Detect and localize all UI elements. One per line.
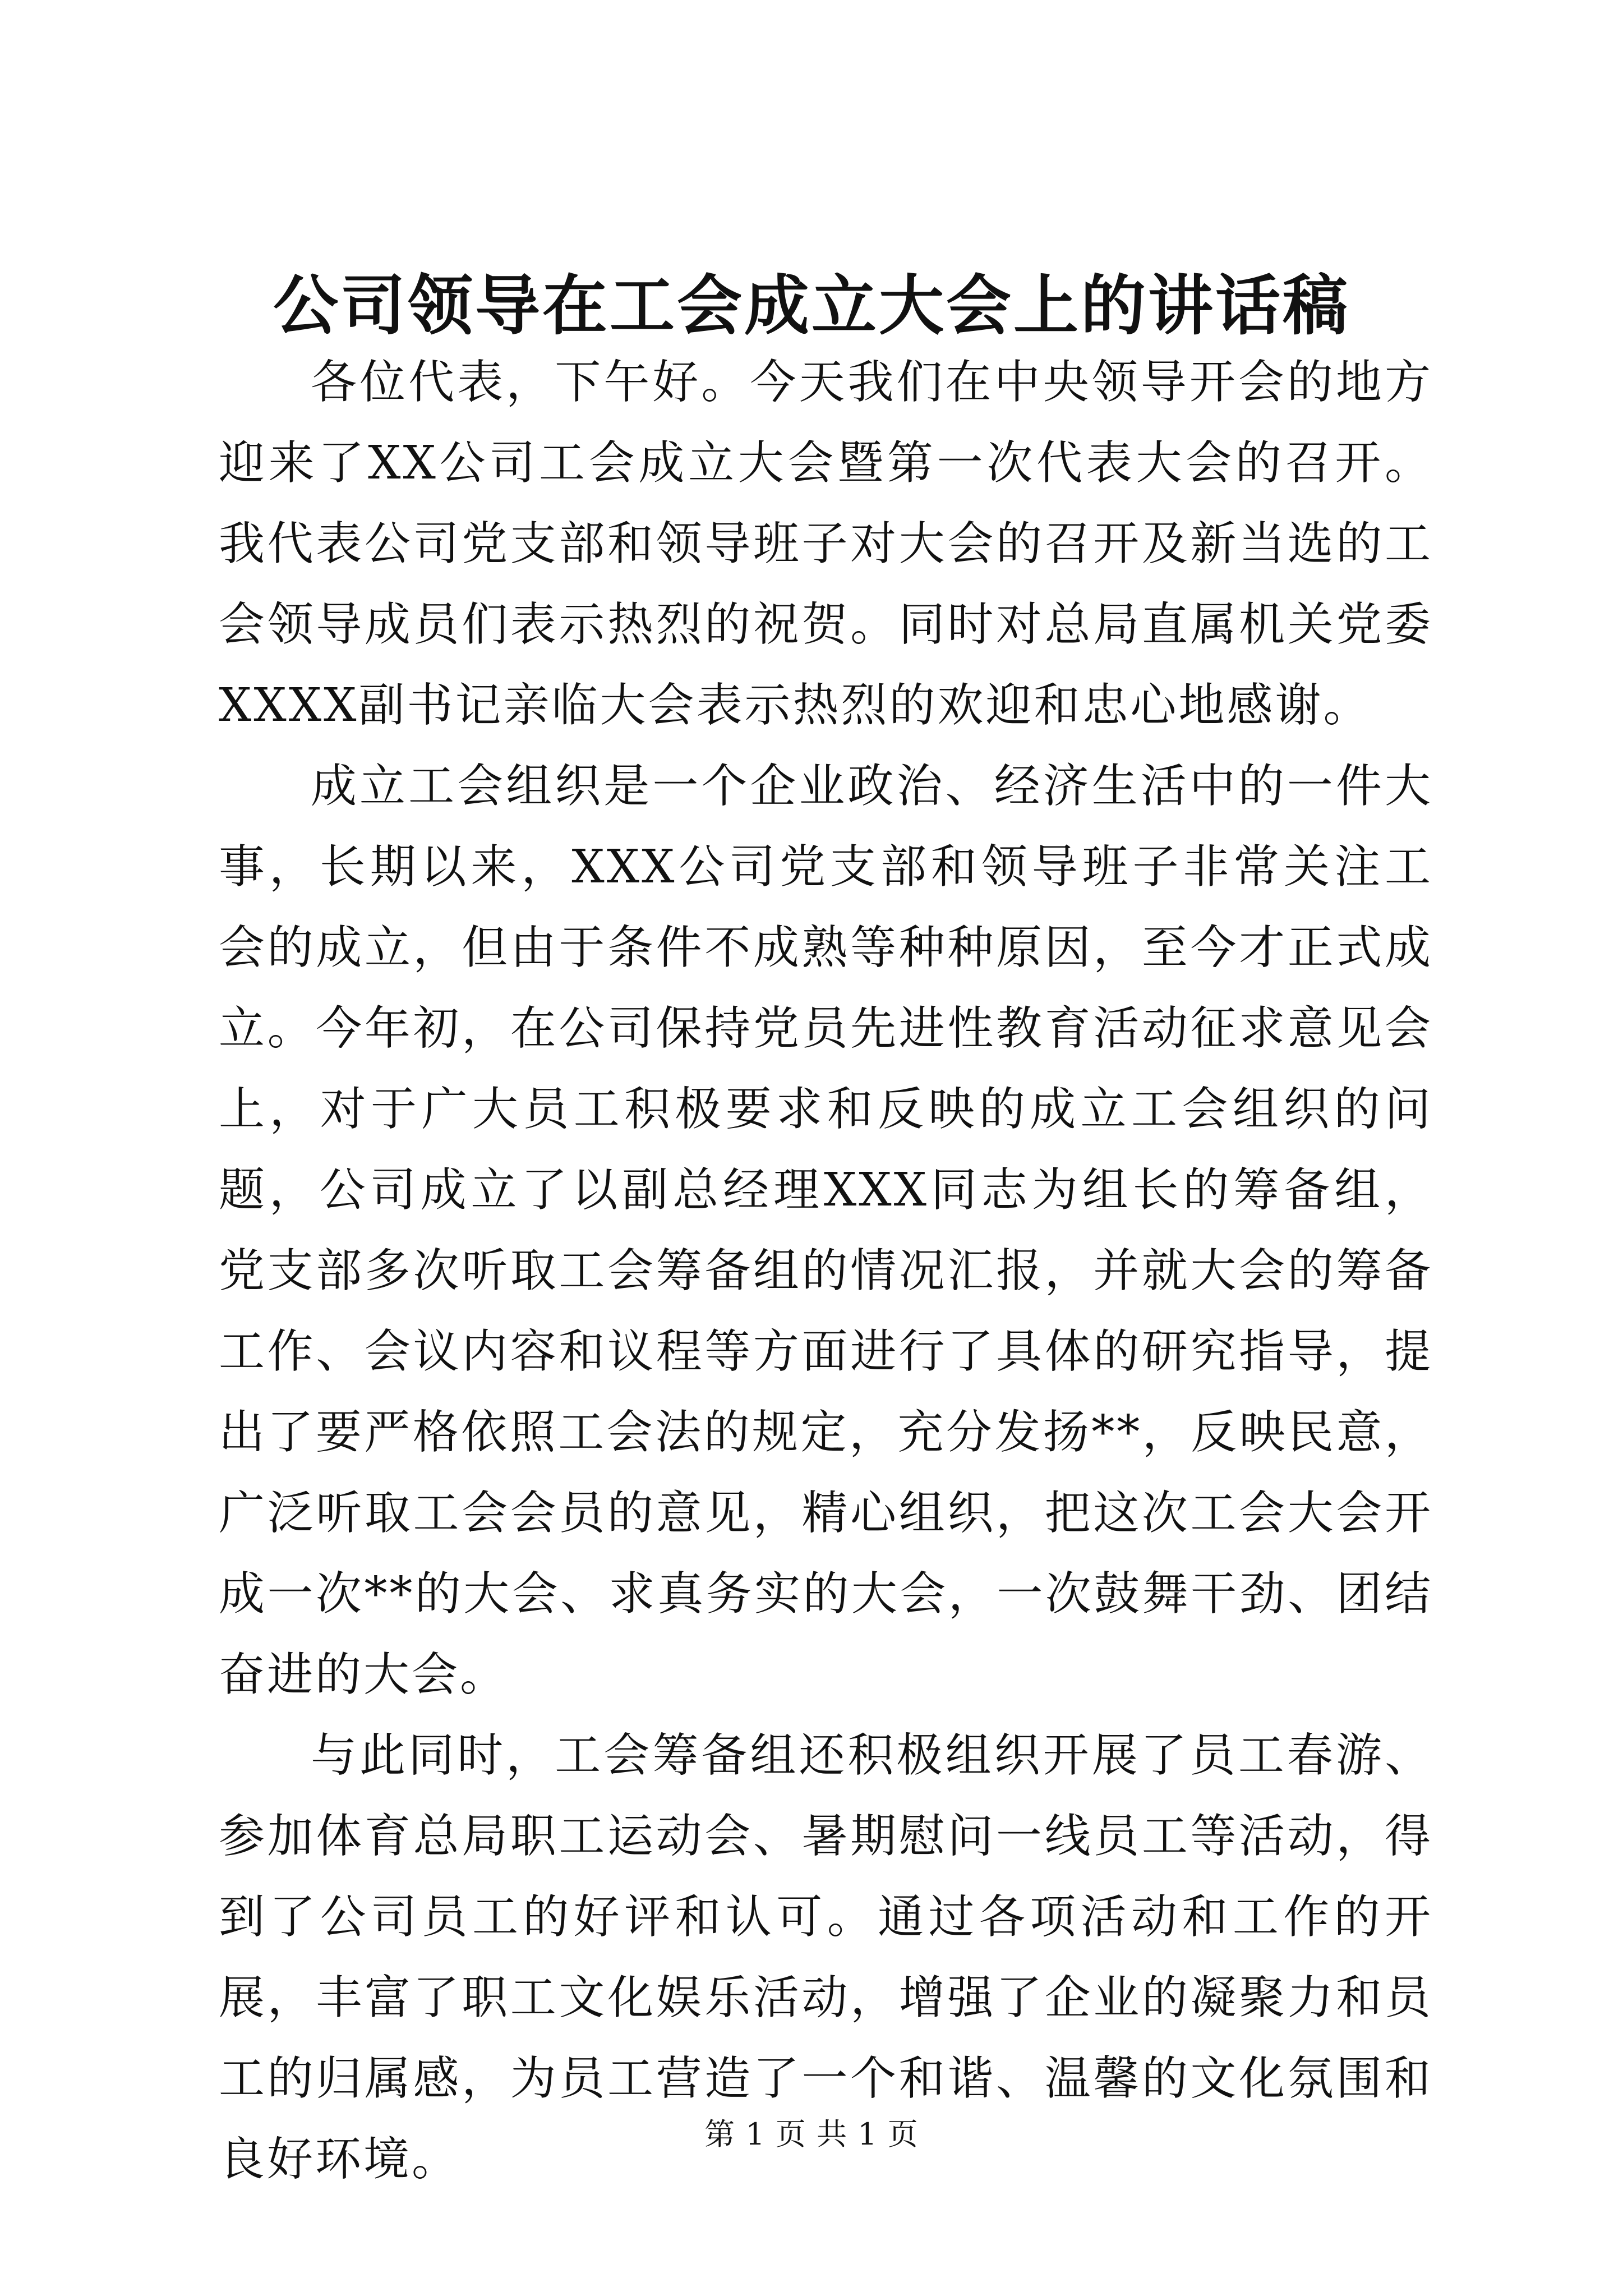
paragraph-2: 成立工会组织是一个企业政治、经济生活中的一件大事，长期以来，XXX公司党支部和领导班子非常关注工会的成立，但由于条件不成熟等种种原因，至今才正式成立。今年初，在公司保持党员先进性教育活动征求意见会上，对于广大员工积极要求和反映的成立工会组织的问题，公司成立了以副总经理XXX同志为组长的筹备组，党支部多次听取工会筹备组的情况汇报，并就大会的筹备工作、会议内容和议程等方面进行了具体的研究指导，提出了要严格依照工会法的规定，充分发扬**，反映民意，广泛听取工会会员的意见，精心组织，把这次工会大会开成一次**的大会、求真务实的大会，一次鼓舞干劲、团结奋进的大会。 — [219, 760, 1433, 1701]
document-title: 公司领导在工会成立大会上的讲话稿 — [273, 268, 1350, 344]
document-body — [219, 342, 1433, 2200]
page-footer: 第 1 页 共 1 页 — [704, 2116, 919, 2152]
paragraph-3: 与此同时，工会筹备组还积极组织开展了员工春游、参加体育总局职工运动会、暑期慰问一线员工等活动，得到了公司员工的好评和认可。通过各项活动和工作的开展，丰富了职工文化娱乐活动，增强了企业的凝聚力和员工的归属感，为员工营造了一个和谐、温馨的文化氛围和良好环境。 — [219, 1729, 1433, 2186]
paragraph-1: 各位代表，下午好。今天我们在中央领导开会的地方迎来了XX公司工会成立大会暨第一次代表大会的召开。我代表公司党支部和领导班子对大会的召开及新当选的工会领导成员们表示热烈的祝贺。同时对总局直属机关党委XXXX副书记亲临大会表示热烈的欢迎和忠心地感谢。 — [219, 356, 1433, 732]
